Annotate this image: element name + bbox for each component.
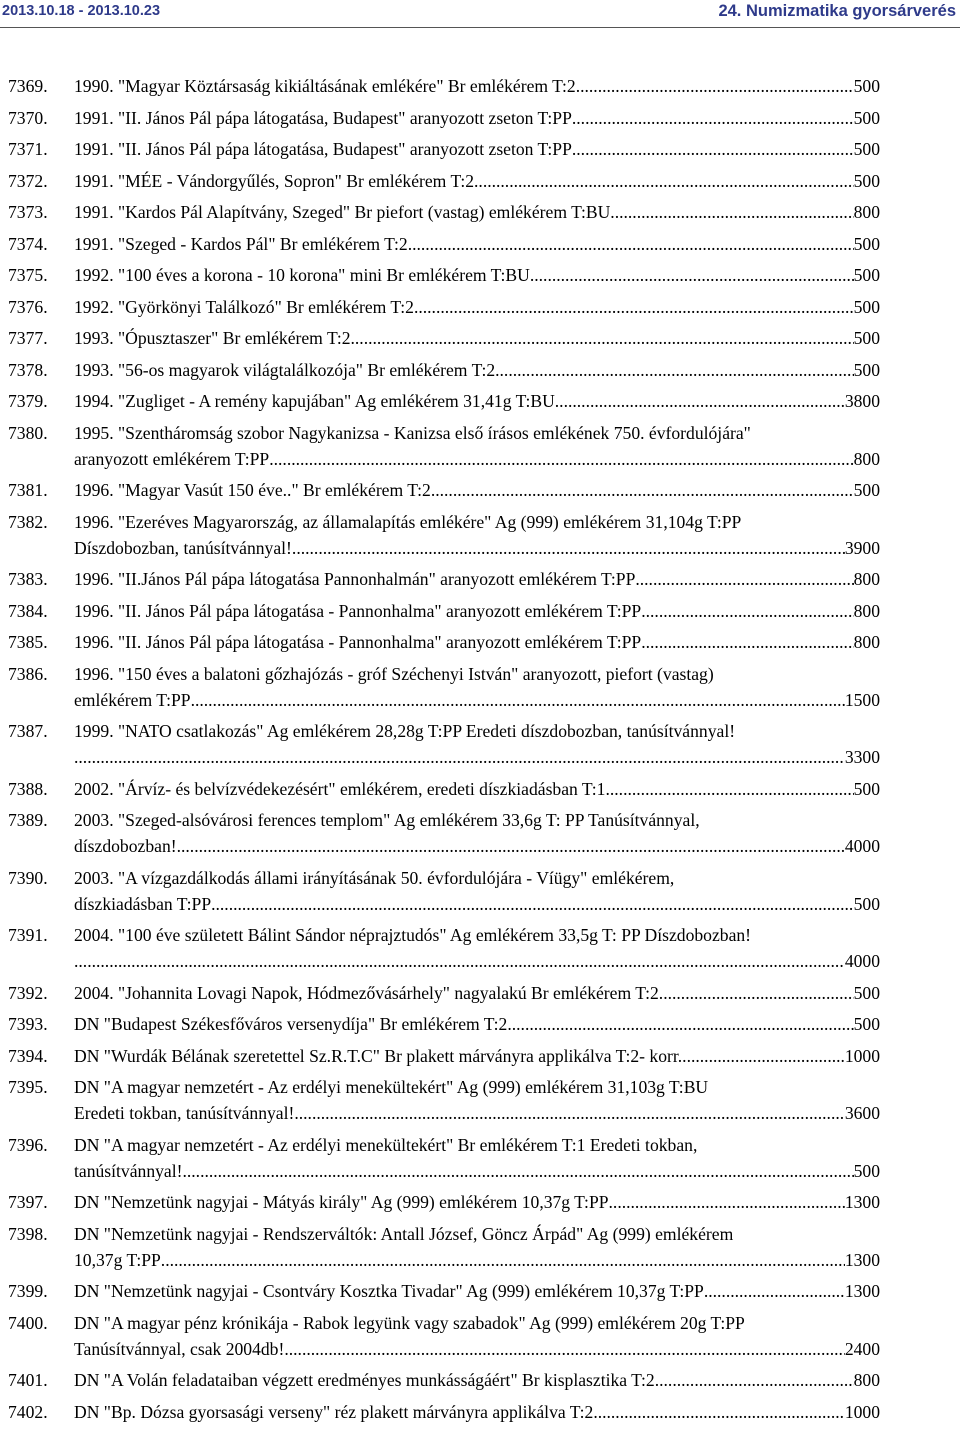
dot-leader xyxy=(641,598,853,624)
lot-text: 2004. "Johannita Lovagi Napok, Hódmezővásárhely" nagyalakú Br emlékérem T:2 xyxy=(74,982,659,1003)
lot-text: 1994. "Zugliget - A remény kapujában" Ag emlékérem 31,41g T:BU xyxy=(74,391,555,411)
lot-item xyxy=(0,262,960,288)
lot-description xyxy=(74,231,880,257)
dot-leader xyxy=(572,136,854,162)
lot-number: 7377. xyxy=(8,328,48,348)
lot-item xyxy=(0,1221,960,1273)
dot-leader xyxy=(572,105,854,131)
lot-number: 7397. xyxy=(8,1192,48,1212)
lot-number: 7387. xyxy=(8,721,48,741)
lot-number: 7399. xyxy=(8,1281,48,1301)
lot-number: 7395. xyxy=(8,1077,48,1097)
lot-item xyxy=(0,1189,960,1215)
lot-text: 1996. "II. János Pál pápa látogatása - Pannonhalma" aranyozott emlékérem T:PP xyxy=(74,600,642,621)
lot-text: 2003. "A vízgazdálkodás állami irányításának 50. évfordulójára - Víügy" emlékérem, xyxy=(74,867,675,888)
lot-item xyxy=(0,388,960,414)
lot-text: Tanúsítvánnyal, csak 2004db! xyxy=(74,1338,285,1359)
dot-leader xyxy=(495,357,853,383)
lot-number: 7389. xyxy=(8,810,48,830)
lot-description xyxy=(74,807,880,859)
lot-text: 1990. "Magyar Köztársaság kikiáltásának emlékére" Br emlékérem T:2 xyxy=(74,76,576,96)
lot-price: 1000 xyxy=(844,1045,880,1066)
lot-item xyxy=(0,1074,960,1126)
lot-text: 10,37g T:PP xyxy=(74,1249,161,1270)
lot-text: DN "Nemzetünk nagyjai - Mátyás király" Ag (999) emlékérem 10,37g T:PP xyxy=(74,1192,609,1212)
lot-description xyxy=(74,776,880,802)
lot-text: 1992. "Györkönyi Találkozó" Br emlékérem T:2 xyxy=(74,296,414,317)
lot-item xyxy=(0,294,960,320)
lot-price: 4000 xyxy=(844,951,880,971)
lot-number: 7385. xyxy=(8,632,48,652)
lot-text: 2003. "Szeged-alsóvárosi ferences templom" Ag emlékérem 33,6g T: PP Tanúsítvánnyal, xyxy=(74,810,700,830)
lot-text: 1995. "Szentháromság szobor Nagykanizsa - Kanizsa első írásos emlékének 750. évfordulójára" xyxy=(74,422,751,443)
lot-description xyxy=(74,105,880,131)
lot-description xyxy=(74,629,880,655)
lot-number: 7386. xyxy=(8,663,48,684)
lot-price: 500 xyxy=(853,170,880,191)
lot-text: 1991. "II. János Pál pápa látogatása, Budapest" aranyozott zseton T:PP xyxy=(74,107,572,128)
lot-number: 7376. xyxy=(8,296,48,317)
lot-description xyxy=(74,1043,880,1069)
dot-leader xyxy=(177,833,845,859)
lot-text: Díszdobozban, tanúsítvánnyal! xyxy=(74,537,292,558)
lot-text: 1993. "56-os magyarok világtalálkozója" Br emlékérem T:2 xyxy=(74,359,496,380)
lot-description xyxy=(74,661,880,713)
lot-number: 7370. xyxy=(8,107,48,128)
dot-leader xyxy=(555,388,845,414)
lot-number: 7388. xyxy=(8,778,48,799)
lot-number: 7378. xyxy=(8,359,48,380)
lot-description xyxy=(74,1132,880,1184)
lot-price: 500 xyxy=(853,893,880,914)
dot-leader xyxy=(655,1367,854,1393)
lot-text: díszdobozban! xyxy=(74,836,177,856)
lot-item xyxy=(0,718,960,770)
lot-description xyxy=(74,1399,880,1425)
lot-item xyxy=(0,1132,960,1184)
lot-item xyxy=(0,598,960,624)
lot-price: 500 xyxy=(853,107,880,128)
lot-description xyxy=(74,294,880,320)
lot-item xyxy=(0,865,960,917)
lot-text: 1991. "Kardos Pál Alapítvány, Szeged" Br piefort (vastag) emlékérem T:BU xyxy=(74,202,611,222)
lot-number: 7379. xyxy=(8,391,48,411)
dot-leader xyxy=(351,325,854,351)
lot-text: 1991. "II. János Pál pápa látogatása, Budapest" aranyozott zseton T:PP xyxy=(74,139,572,159)
lot-text: DN "A magyar pénz krónikája - Rabok legyünk vagy szabadok" Ag (999) emlékérem 20g T:PP xyxy=(74,1312,745,1333)
lot-price: 500 xyxy=(853,265,880,285)
lot-price: 500 xyxy=(853,233,880,254)
lot-item xyxy=(0,199,960,225)
dot-leader xyxy=(269,446,853,472)
lot-price: 3600 xyxy=(844,1103,880,1123)
lot-item xyxy=(0,420,960,472)
lot-price: 500 xyxy=(853,296,880,317)
lot-description xyxy=(74,388,880,414)
lot-description xyxy=(74,420,880,472)
lot-number: 7394. xyxy=(8,1045,48,1066)
lot-price: 3900 xyxy=(844,537,880,558)
date-range: 2013.10.18 - 2013.10.23 xyxy=(2,3,161,19)
lot-text: Eredeti tokban, tanúsítvánnyal! xyxy=(74,1103,295,1123)
lot-number: 7369. xyxy=(8,76,48,96)
lot-item xyxy=(0,980,960,1006)
lot-list xyxy=(0,73,960,1430)
lot-text: 1996. "II.János Pál pápa látogatása Pannonhalmán" aranyozott emlékérem T:PP xyxy=(74,569,636,589)
lot-text: 1996. "Magyar Vasút 150 éve.." Br emlékérem T:2 xyxy=(74,480,431,500)
lot-number: 7375. xyxy=(8,265,48,285)
lot-number: 7374. xyxy=(8,233,48,254)
lot-price: 800 xyxy=(853,1370,880,1390)
lot-price: 800 xyxy=(853,600,880,621)
lot-price: 800 xyxy=(853,448,880,469)
lot-description xyxy=(74,1189,880,1215)
lot-price: 1500 xyxy=(844,689,880,710)
dot-leader xyxy=(182,1158,853,1184)
lot-price: 1000 xyxy=(844,1401,880,1422)
lot-text: emlékérem T:PP xyxy=(74,689,191,710)
lot-text: díszkiadásban T:PP xyxy=(74,893,212,914)
lot-item xyxy=(0,105,960,131)
lot-price: 500 xyxy=(853,982,880,1003)
dot-leader xyxy=(530,262,854,288)
dot-leader xyxy=(292,535,845,561)
lot-item xyxy=(0,357,960,383)
lot-description xyxy=(74,566,880,592)
lot-description xyxy=(74,1278,880,1304)
dot-leader xyxy=(211,891,854,917)
lot-description xyxy=(74,1367,880,1393)
lot-text: DN "Bp. Dózsa gyorsasági verseny" réz plakett márványra applikálva T:2 xyxy=(74,1401,594,1422)
lot-price: 1300 xyxy=(844,1192,880,1212)
lot-number: 7398. xyxy=(8,1223,48,1244)
lot-price: 800 xyxy=(853,569,880,589)
lot-item xyxy=(0,1367,960,1393)
lot-text: DN "Budapest Székesfőváros versenydíja" Br emlékérem T:2 xyxy=(74,1014,508,1034)
dot-leader xyxy=(641,629,853,655)
lot-number: 7380. xyxy=(8,422,48,443)
lot-price: 3300 xyxy=(844,747,880,767)
lot-number: 7373. xyxy=(8,202,48,222)
lot-price: 1300 xyxy=(844,1281,880,1301)
lot-item xyxy=(0,661,960,713)
lot-item xyxy=(0,136,960,162)
lot-item xyxy=(0,231,960,257)
lot-item xyxy=(0,509,960,561)
lot-number: 7391. xyxy=(8,925,48,945)
dot-leader xyxy=(284,1336,844,1362)
lot-price: 800 xyxy=(853,632,880,652)
lot-text: DN "A magyar nemzetért - Az erdélyi menekültekért" Ag (999) emlékérem 31,103g T:BU xyxy=(74,1077,709,1097)
lot-price: 3800 xyxy=(844,391,880,411)
lot-price: 4000 xyxy=(844,836,880,856)
lot-price: 500 xyxy=(853,76,880,96)
lot-price: 1300 xyxy=(844,1249,880,1270)
lot-item xyxy=(0,1310,960,1362)
lot-item xyxy=(0,566,960,592)
dot-leader xyxy=(74,744,845,770)
lot-text: DN "A Volán feladataiban végzett eredményes munkásságáért" Br kisplasztika T:2 xyxy=(74,1370,655,1390)
dot-leader xyxy=(431,477,854,503)
lot-description xyxy=(74,865,880,917)
lot-item xyxy=(0,73,960,99)
lot-text: 1993. "Ópusztaszer" Br emlékérem T:2 xyxy=(74,328,351,348)
lot-price: 500 xyxy=(853,1014,880,1034)
lot-text: aranyozott emlékérem T:PP xyxy=(74,448,270,469)
lot-description xyxy=(74,598,880,624)
lot-number: 7402. xyxy=(8,1401,48,1422)
dot-leader xyxy=(408,231,854,257)
lot-price: 500 xyxy=(853,480,880,500)
lot-item xyxy=(0,776,960,802)
lot-description xyxy=(74,1011,880,1037)
lot-description xyxy=(74,357,880,383)
lot-text: DN "Wurdák Bélának szeretettel Sz.R.T.C" Br plakett márványra applikálva T:2- korr. xyxy=(74,1045,683,1066)
lot-number: 7383. xyxy=(8,569,48,589)
dot-leader xyxy=(576,73,854,99)
lot-description xyxy=(74,1310,880,1362)
lot-number: 7400. xyxy=(8,1312,48,1333)
dot-leader xyxy=(161,1247,845,1273)
lot-price: 500 xyxy=(853,328,880,348)
lot-text: DN "A magyar nemzetért - Az erdélyi menekültekért" Br emlékérem T:1 Eredeti tokban, xyxy=(74,1134,698,1155)
lot-description xyxy=(74,262,880,288)
dot-leader xyxy=(593,1399,845,1425)
lot-text: 1999. "NATO csatlakozás" Ag emlékérem 28,28g T:PP Eredeti díszdobozban, tanúsítvánnyal! xyxy=(74,721,736,741)
lot-text: 2002. "Árvíz- és belvízvédekezésért" emlékérem, eredeti díszkiadásban T:1 xyxy=(74,778,606,799)
lot-text: 1991. "Szeged - Kardos Pál" Br emlékérem T:2 xyxy=(74,233,408,254)
lot-price: 500 xyxy=(853,359,880,380)
lot-text: 1996. "150 éves a balatoni gőzhajózás - gróf Széchenyi István" aranyozott, piefort (vastag) xyxy=(74,663,714,684)
lot-text: tanúsítvánnyal! xyxy=(74,1160,183,1181)
lot-description xyxy=(74,1074,880,1126)
lot-description xyxy=(74,477,880,503)
lot-text: DN "Nemzetünk nagyjai - Csontváry Kosztka Tivadar" Ag (999) emlékérem 10,37g T:PP xyxy=(74,1281,704,1301)
lot-text: 1991. "MÉE - Vándorgyűlés, Sopron" Br emlékérem T:2 xyxy=(74,170,475,191)
lot-price: 800 xyxy=(853,202,880,222)
lot-item xyxy=(0,1043,960,1069)
lot-description xyxy=(74,73,880,99)
lot-description xyxy=(74,325,880,351)
lot-item xyxy=(0,168,960,194)
lot-number: 7401. xyxy=(8,1370,48,1390)
dot-leader xyxy=(507,1011,853,1037)
lot-item xyxy=(0,1278,960,1304)
dot-leader xyxy=(191,687,845,713)
lot-text: 2004. "100 éve született Bálint Sándor néprajztudós" Ag emlékérem 33,5g T: PP Díszdobozban! xyxy=(74,925,752,945)
dot-leader xyxy=(659,980,854,1006)
lot-item xyxy=(0,477,960,503)
lot-description xyxy=(74,199,880,225)
dot-leader xyxy=(704,1278,845,1304)
lot-description xyxy=(74,168,880,194)
dot-leader xyxy=(605,776,853,802)
lot-description xyxy=(74,718,880,770)
lot-price: 500 xyxy=(853,139,880,159)
lot-description xyxy=(74,980,880,1006)
auction-title: 24. Numizmatika gyorsárverés xyxy=(718,2,956,20)
lot-number: 7371. xyxy=(8,139,48,159)
lot-text: DN "Nemzetünk nagyjai - Rendszerváltók: Antall József, Göncz Árpád" Ag (999) emlékérem xyxy=(74,1223,734,1244)
lot-item xyxy=(0,629,960,655)
dot-leader xyxy=(74,948,845,974)
dot-leader xyxy=(294,1100,844,1126)
lot-price: 500 xyxy=(853,1160,880,1181)
lot-description xyxy=(74,509,880,561)
lot-description xyxy=(74,136,880,162)
lot-item xyxy=(0,807,960,859)
page-header xyxy=(0,0,960,28)
lot-number: 7384. xyxy=(8,600,48,621)
lot-description xyxy=(74,922,880,974)
dot-leader xyxy=(414,294,854,320)
dot-leader xyxy=(609,1189,845,1215)
lot-number: 7382. xyxy=(8,511,48,532)
lot-text: 1996. "Ezeréves Magyarország, az államalapítás emlékére" Ag (999) emlékérem 31,104g T:PP xyxy=(74,511,742,532)
lot-price: 500 xyxy=(853,778,880,799)
lot-number: 7392. xyxy=(8,982,48,1003)
dot-leader xyxy=(635,566,853,592)
dot-leader xyxy=(682,1043,845,1069)
lot-text: 1996. "II. János Pál pápa látogatása - Pannonhalma" aranyozott emlékérem T:PP xyxy=(74,632,642,652)
lot-description xyxy=(74,1221,880,1273)
lot-number: 7390. xyxy=(8,867,48,888)
dot-leader xyxy=(610,199,853,225)
lot-number: 7381. xyxy=(8,480,48,500)
lot-item xyxy=(0,1399,960,1425)
lot-number: 7372. xyxy=(8,170,48,191)
lot-text: 1992. "100 éves a korona - 10 korona" mini Br emlékérem T:BU xyxy=(74,265,530,285)
lot-item xyxy=(0,1011,960,1037)
lot-number: 7393. xyxy=(8,1014,48,1034)
lot-item xyxy=(0,325,960,351)
dot-leader xyxy=(474,168,854,194)
lot-price: 2400 xyxy=(844,1338,880,1359)
lot-item xyxy=(0,922,960,974)
lot-number: 7396. xyxy=(8,1134,48,1155)
